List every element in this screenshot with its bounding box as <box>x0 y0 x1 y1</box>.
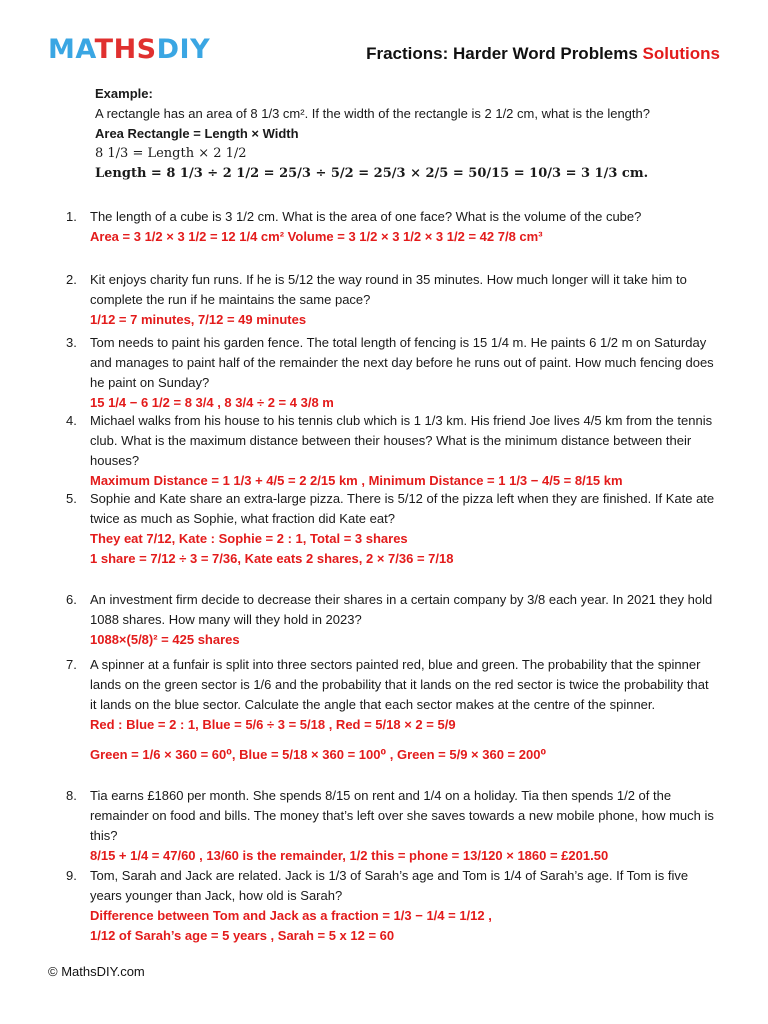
answer-text-2: 1/12 of Sarah’s age = 5 years , Sarah = 5 x 12 = 60 <box>90 928 395 943</box>
example-formula: Area Rectangle = Length × Width <box>95 126 299 141</box>
question-2: 2. Kit enjoys charity fun runs. If he is 5/12 the way round in 35 minutes. How much longer will it take him to complete the run if he maintains the same pace? 1/12 = 7 minutes, 7/12 = 49 minutes <box>66 270 716 330</box>
answer-text: Red : Blue = 2 : 1, Blue = 5/6 ÷ 3 = 5/18 , Red = 5/18 × 2 = 5/9 <box>90 717 456 732</box>
example-block <box>95 84 735 184</box>
answer-text: 8/15 + 1/4 = 47/60 , 13/60 is the remainder, 1/2 this = phone = 13/120 × 1860 = £201.50 <box>90 848 609 863</box>
mathsdiy-logo: MATHSDIY <box>48 34 211 65</box>
question-5: 5. Sophie and Kate share an extra-large pizza. There is 5/12 of the pizza left when they are finished. If Kate ate twice as much as Sophie, what fraction did Kate eat? They eat 7/12, Kate : Sophie = 2 : 1, Total = 3 shares 1 share = 7/12 ÷ 3 = 7/36, Kate eats 2 shares, 2 × 7/36 = 7/18 <box>66 489 716 569</box>
copyright-footer: © MathsDIY.com <box>48 964 145 979</box>
answer-text: 15 1/4 − 6 1/2 = 8 3/4 , 8 3/4 ÷ 2 = 4 3/8 m <box>90 395 334 410</box>
question-1: 1. The length of a cube is 3 1/2 cm. What is the area of one face? What is the volume of the cube? Area = 3 1/2 × 3 1/2 = 12 1/4 cm² Volume = 3 1/2 × 3 1/2 × 3 1/2 = 42 7/8 cm³ <box>66 207 716 247</box>
answer-text: 1/12 = 7 minutes, 7/12 = 49 minutes <box>90 312 307 327</box>
question-text: An investment firm decide to decrease their shares in a certain company by 3/8 each year. In 2021 they hold 1088 shares. How many will they hold in 2023? <box>90 592 713 627</box>
question-text: Sophie and Kate share an extra-large pizza. There is 5/12 of the pizza left when they are finished. If Kate ate twice as much as Sophie, what fraction did Kate eat? <box>90 491 715 526</box>
question-text: Tom, Sarah and Jack are related. Jack is 1/3 of Sarah’s age and Tom is 1/4 of Sarah’s age. If Tom is five years younger than Jack, how old is Sarah? <box>90 868 689 903</box>
question-text: The length of a cube is 3 1/2 cm. What is the area of one face? What is the volume of the cube? <box>90 209 642 224</box>
question-8: 8. Tia earns £1860 per month. She spends 8/15 on rent and 1/4 on a holiday. Tia then spends 1/2 of the remainder on food and bills. The money that’s left over she saves towards a new mobile phone, how much is this? 8/15 + 1/4 = 47/60 , 13/60 is the remainder, 1/2 this = phone = 13/120 × 1860 = £201.50 <box>66 786 716 866</box>
question-text: Tia earns £1860 per month. She spends 8/15 on rent and 1/4 on a holiday. Tia then spends 1/2 of the remainder on food and bills. The money that’s left over she saves towards a new mobile phone, how much is this? <box>90 788 714 843</box>
answer-text: Maximum Distance = 1 1/3 + 4/5 = 2 2/15 km , Minimum Distance = 1 1/3 − 4/5 = 8/15 km <box>90 473 623 488</box>
page-title: Fractions: Harder Word Problems Solutions <box>366 44 720 63</box>
question-text: Tom needs to paint his garden fence. The total length of fencing is 15 1/4 m. He paints 6 1/2 m on Saturday and manages to paint half of the remainder the next day before he runs out of paint. How much fencing does he paint on Sunday? <box>90 335 714 390</box>
example-step2: Length = 8 1/3 ÷ 2 1/2 = 25/3 ÷ 5/2 = 25/3 × 2/5 = 50/15 = 10/3 = 3 1/3 cm. <box>95 166 649 181</box>
answer-text-2: Green = 1/6 × 360 = 60⁰, Blue = 5/18 × 360 = 100⁰ , Green = 5/9 × 360 = 200⁰ <box>90 747 547 762</box>
answer-text-2: 1 share = 7/12 ÷ 3 = 7/36, Kate eats 2 shares, 2 × 7/36 = 7/18 <box>90 551 454 566</box>
question-4: 4. Michael walks from his house to his tennis club which is 1 1/3 km. His friend Joe lives 4/5 km from the tennis club. What is the maximum distance between their houses? What is the minimum distance between their houses? Maximum Distance = 1 1/3 + 4/5 = 2 2/15 km , Minimum Distance = 1 1/3 − 4/5 = 8/15 km <box>66 411 716 491</box>
example-problem: A rectangle has an area of 8 1/3 cm². If the width of the rectangle is 2 1/2 cm, what is the length? <box>95 106 650 121</box>
answer-text: Difference between Tom and Jack as a fraction = 1/3 − 1/4 = 1/12 , <box>90 908 492 923</box>
question-text: Kit enjoys charity fun runs. If he is 5/12 the way round in 35 minutes. How much longer will it take him to complete the run if he maintains the same pace? <box>90 272 687 307</box>
question-3: 3. Tom needs to paint his garden fence. The total length of fencing is 15 1/4 m. He paints 6 1/2 m on Saturday and manages to paint half of the remainder the next day before he runs out of paint. How much fencing does he paint on Sunday? 15 1/4 − 6 1/2 = 8 3/4 , 8 3/4 ÷ 2 = 4 3/8 m <box>66 333 716 413</box>
answer-text: They eat 7/12, Kate : Sophie = 2 : 1, Total = 3 shares <box>90 531 408 546</box>
example-heading: Example: <box>95 86 153 101</box>
question-text: A spinner at a funfair is split into three sectors painted red, blue and green. The probability that the spinner lands on the green sector is 1/6 and the probability that it lands on the red sector is twice the probability that it lands on the blue sector. Calculate the angle that each sector makes at the centre of the spinner. <box>90 657 709 712</box>
answer-text: 1088×(5/8)² = 425 shares <box>90 632 240 647</box>
answer-text: Area = 3 1/2 × 3 1/2 = 12 1/4 cm² Volume = 3 1/2 × 3 1/2 × 3 1/2 = 42 7/8 cm³ <box>90 229 543 244</box>
question-9: 9. Tom, Sarah and Jack are related. Jack is 1/3 of Sarah’s age and Tom is 1/4 of Sarah’s age. If Tom is five years younger than Jack, how old is Sarah? Difference between Tom and Jack as a fraction = 1/3 − 1/4 = 1/12 , 1/12 of Sarah’s age = 5 years , Sarah = 5 x 12 = 60 <box>66 866 716 946</box>
example-step1: 8 1/3 = Length × 2 1/2 <box>95 146 247 161</box>
question-6: 6. An investment firm decide to decrease their shares in a certain company by 3/8 each year. In 2021 they hold 1088 shares. How many will they hold in 2023? 1088×(5/8)² = 425 shares <box>66 590 716 650</box>
question-text: Michael walks from his house to his tennis club which is 1 1/3 km. His friend Joe lives 4/5 km from the tennis club. What is the maximum distance between their houses? What is the minimum distance between their houses? <box>90 413 713 468</box>
question-7: 7. A spinner at a funfair is split into three sectors painted red, blue and green. The probability that the spinner lands on the green sector is 1/6 and the probability that it lands on the red sector is twice the probability that it lands on the blue sector. Calculate the angle that each sector makes at the centre of the spinner. Red : Blue = 2 : 1, Blue = 5/6 ÷ 3 = 5/18 , Red = 5/18 × 2 = 5/9 Green = 1/6 × 360 = 60⁰, Blue = 5/18 × 360 = 100⁰ , Green = 5/9 × 360 = 200⁰ <box>66 655 716 765</box>
